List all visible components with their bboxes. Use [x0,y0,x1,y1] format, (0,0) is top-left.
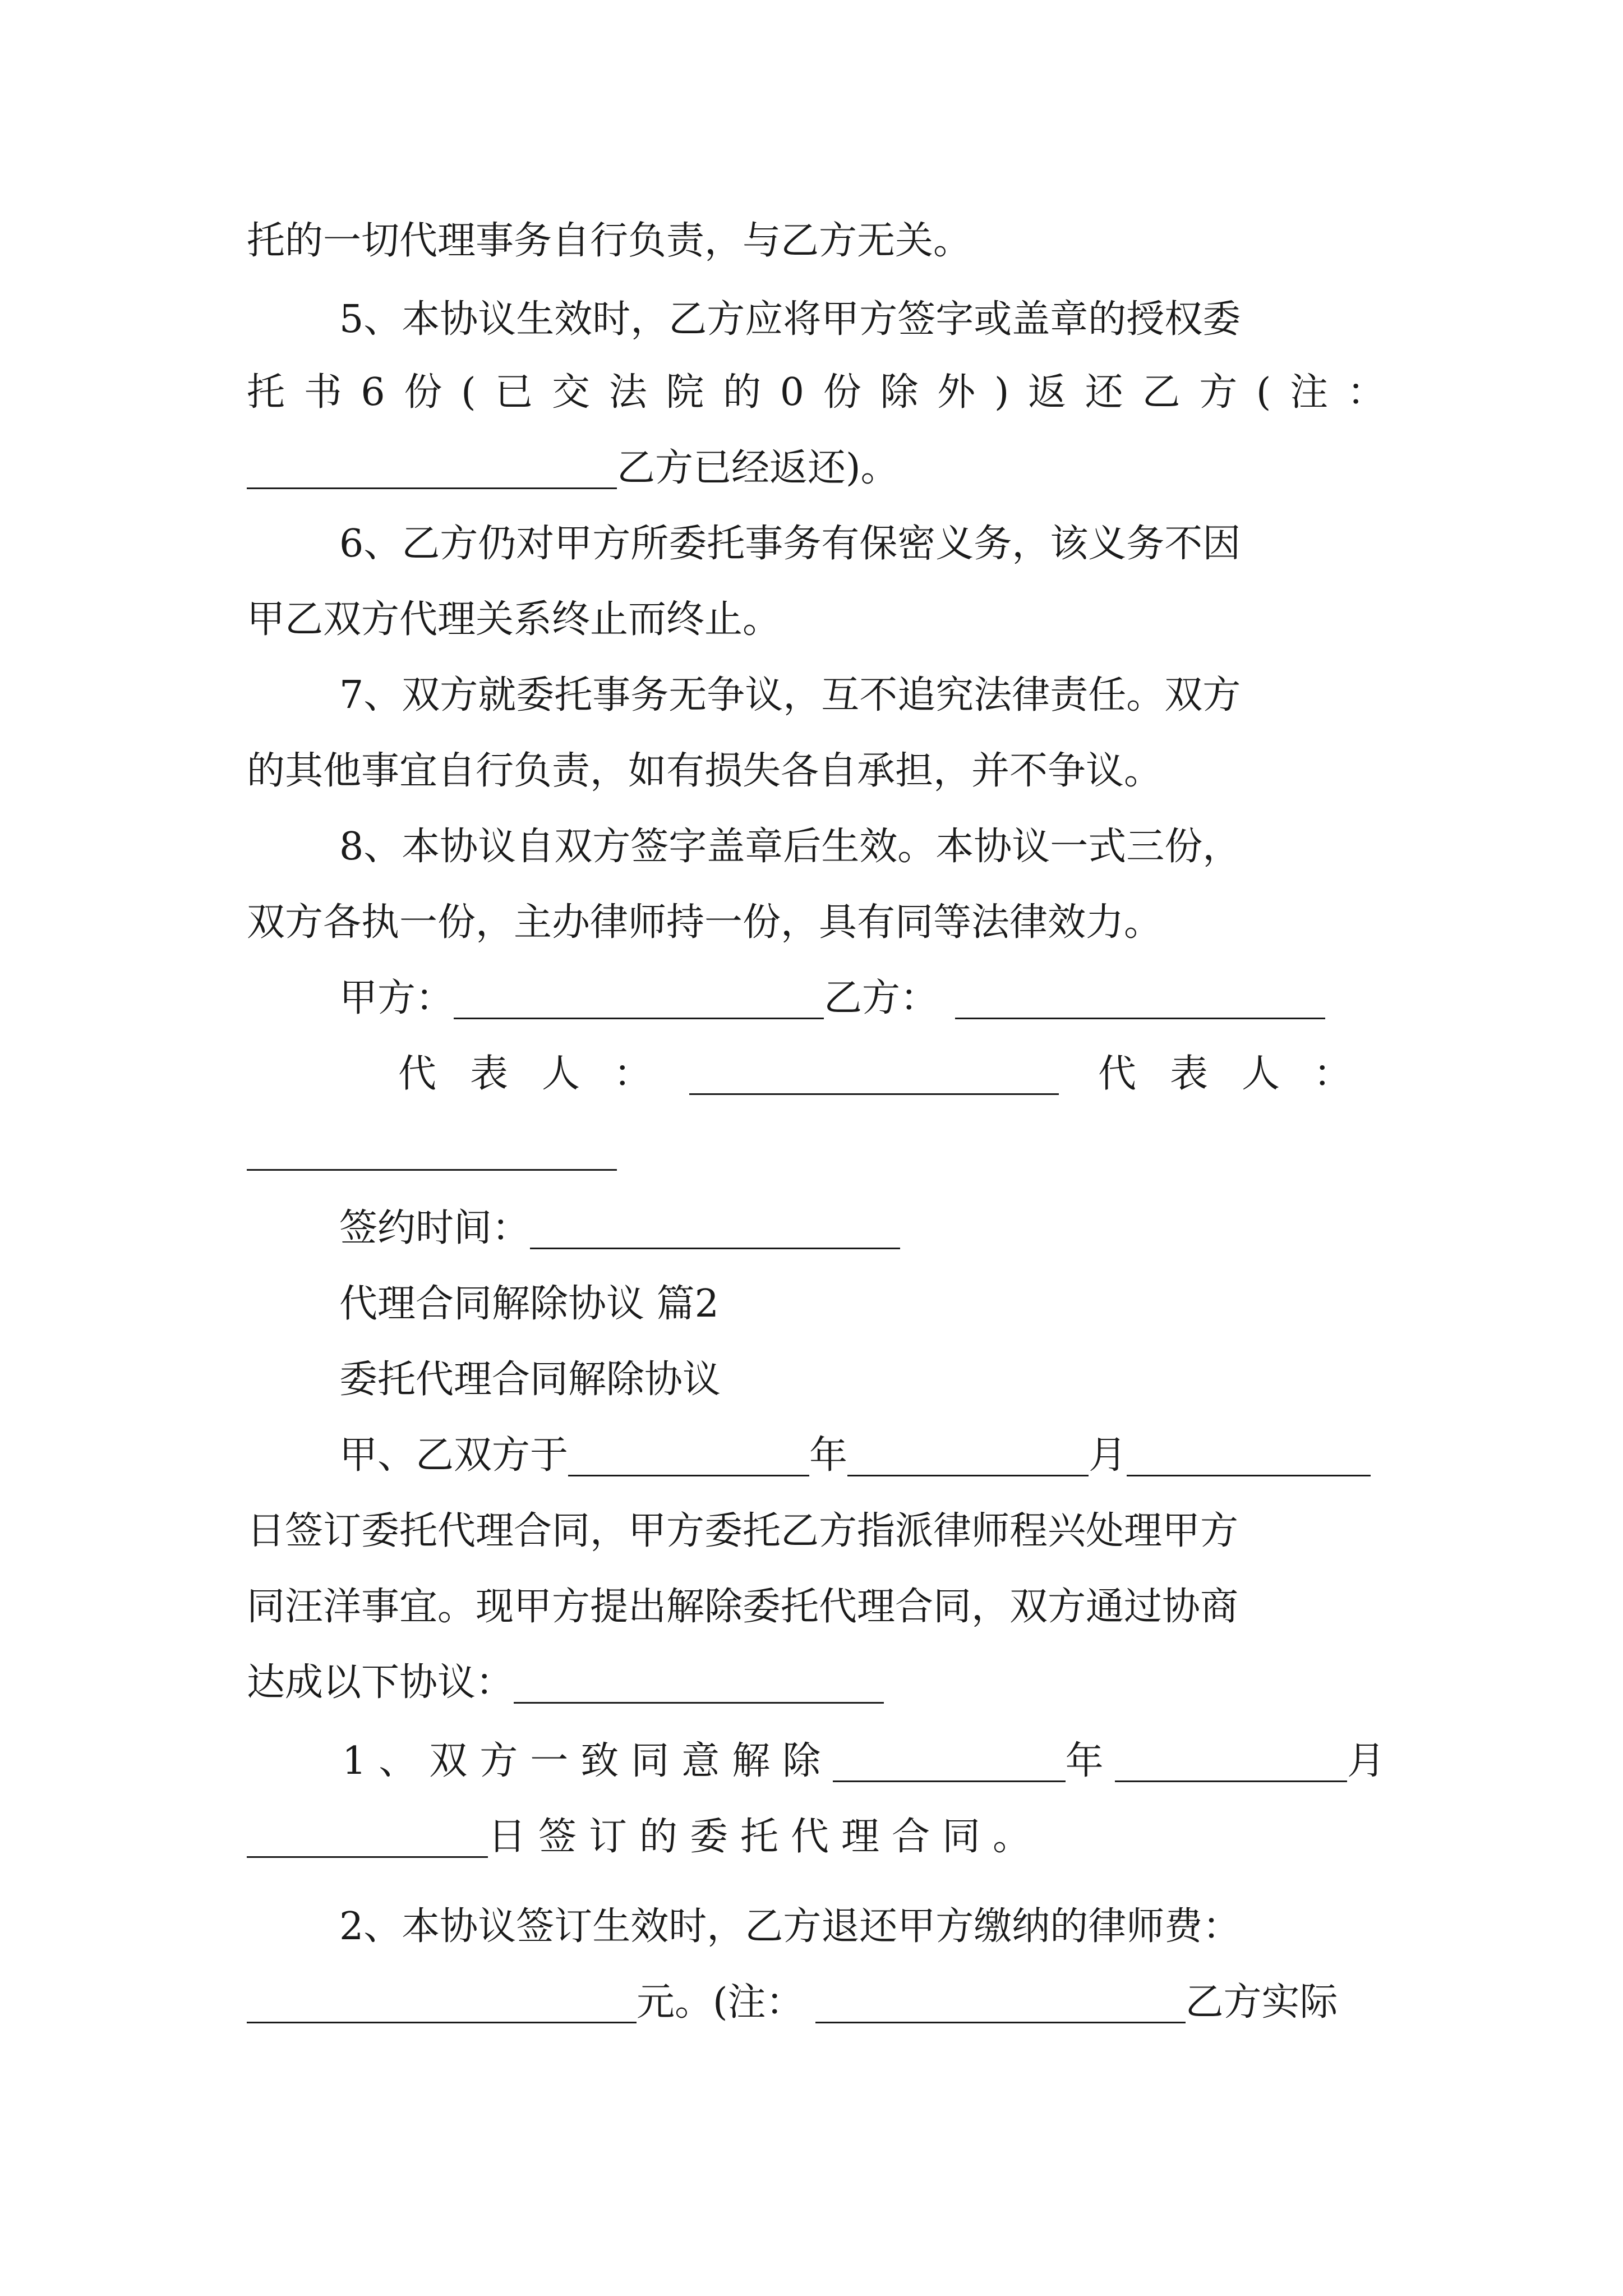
rep-b-blank [247,1130,617,1171]
sign-time-label: 签约时间： [339,1206,531,1250]
day-blank [1127,1435,1371,1476]
party-signature-line [339,970,1385,1027]
sign-time-blank [530,1208,900,1249]
clause-5-line-2: 托 书 6 份 ( 已 交 法 院 的 0 份 除 外 ) 返 还 乙 方 ( 注 ： [247,370,1385,415]
section-heading: 代理合同解除协议 篇2 [339,1282,719,1326]
paragraph-line: 同汪洋事宜。现甲方提出解除委托代理合同，双方通过协商 [247,1585,1239,1629]
sign-time-line [339,1200,1385,1257]
party-b-label: 乙方： [824,976,939,1020]
paragraph-line: 日签订委托代理合同，甲方委托乙方指派律师程兴处理甲方 [247,1509,1239,1553]
clause-6: 6、乙方仍对甲方所委托事务有保密义务，该义务不因 [339,522,1241,566]
fee-blank [247,1982,637,2023]
party-a-label: 甲方： [339,976,454,1020]
clause-1: 1、双方一致同意解除 年 月 [342,1739,1385,1783]
blank-line [514,1663,884,1704]
blank-line [247,448,617,489]
signing-date-line: 甲、乙双方于 年 月 [339,1428,1385,1484]
month-blank [1115,1741,1347,1782]
party-a-blank [454,978,824,1019]
clause-6-line-2: 甲乙双方代理关系终止而终止。 [247,597,781,642]
clause-5-line-3: 乙方已经返还)。 [247,440,1385,496]
rep-a-blank [689,1054,1059,1095]
agreement-intro-line: 达成以下协议： [247,1655,1385,1711]
rep-b-label: 代表人： [1098,1052,1385,1096]
paragraph-line: 托的一切代理事务自行负责，与乙方无关。 [247,219,972,263]
clause-5 [339,292,1385,348]
year-blank [833,1741,1065,1782]
representative-line [398,1046,1385,1102]
clause-7-line-2: 的其他事宜自行负责，如有损失各自承担，并不争议。 [247,749,1163,793]
clause-1-line-2: 日签订的委托代理合同。 [247,1809,1385,1865]
clause-8: 8、本协议自双方签字盖章后生效。本协议一式三份， [339,825,1241,869]
clause-7: 7、双方就委托事务无争议，互不追究法律责任。双方 [339,673,1241,717]
clause-2: 2、本协议签订生效时，乙方退还甲方缴纳的律师费： [339,1904,1241,1949]
year-blank [568,1435,809,1476]
rep-b-blank-line [247,1122,1385,1178]
rep-a-label: 代表人： [398,1052,686,1096]
note-blank [815,1982,1186,2023]
clause-5-text: 5、本协议生效时，乙方应将甲方签字或盖章的授权委 [339,297,1241,342]
agreement-title: 委托代理合同解除协议 [339,1358,721,1402]
party-b-blank [955,978,1325,1019]
month-blank [847,1435,1089,1476]
clause-8-line-2: 双方各执一份，主办律师持一份，具有同等法律效力。 [247,900,1163,945]
day-blank [247,1817,488,1858]
clause-2-line-2: 元。(注： 乙方实际 [247,1975,1385,2031]
